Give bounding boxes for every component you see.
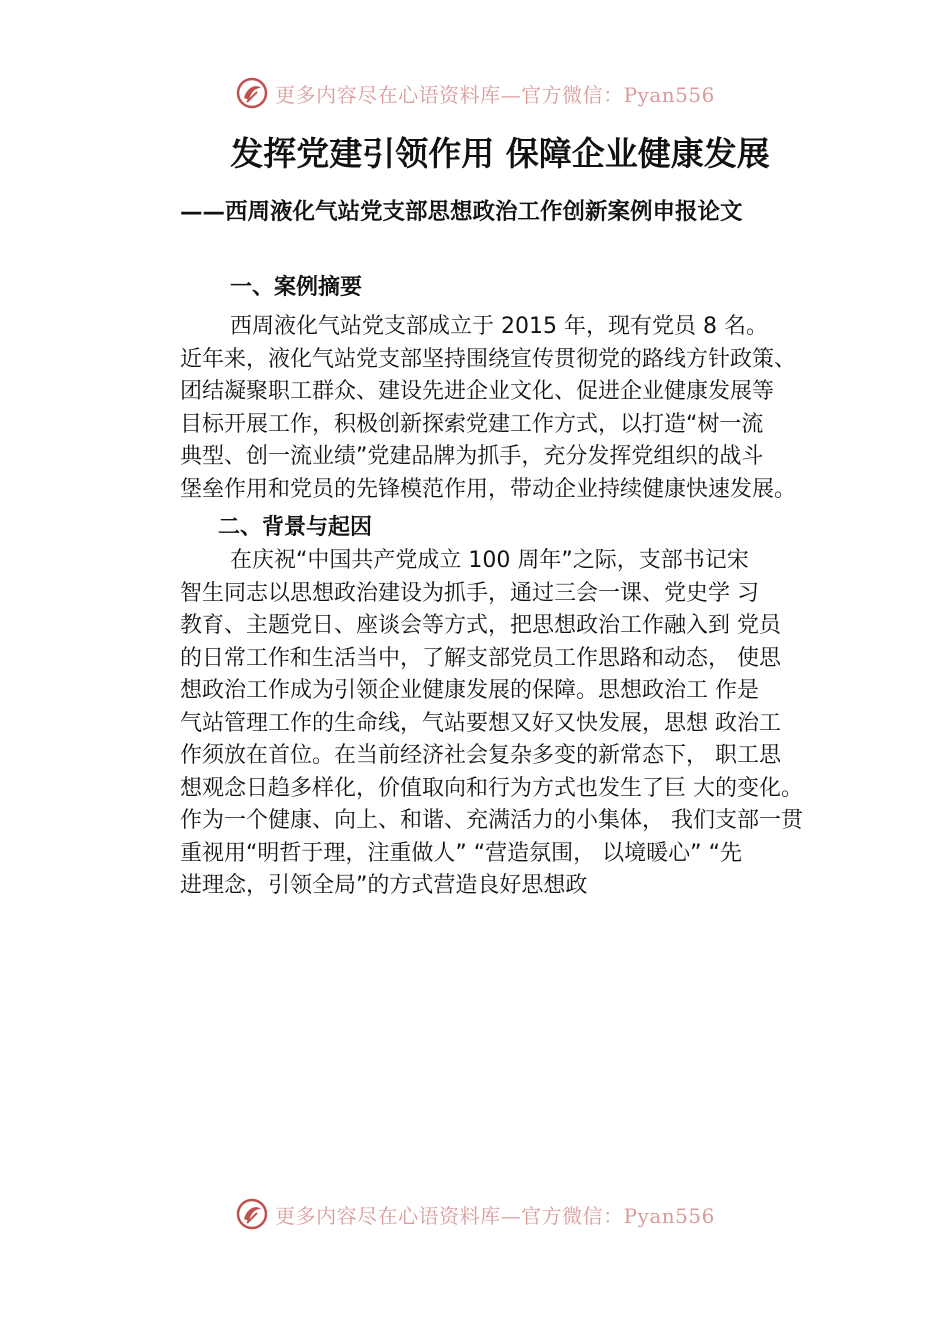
paragraph-line: 在庆祝“中国共产党成立 100 周年”之际，支部书记宋 [230, 548, 749, 573]
section-heading-summary: 一、案例摘要 [230, 275, 363, 300]
paragraph-line: 想政治工作成为引领企业健康发展的保障。思想政治工 作是 [180, 678, 759, 703]
watermark-text: 更多内容尽在心语资料库—官方微信：Pyan556 [275, 1203, 715, 1228]
paragraph-line: 目标开展工作，积极创新探索党建工作方式，以打造“树一流 [180, 411, 764, 437]
watermark-logo-icon [235, 76, 269, 110]
paragraph-line: 气站管理工作的生命线，气站要想又好又快发展，思想 政治工 [180, 710, 781, 736]
watermark-header [0, 73, 950, 113]
paragraph-line: 西周液化气站党支部成立于 2015 年，现有党员 8 名。 [230, 314, 768, 339]
watermark-logo-icon [235, 1197, 269, 1231]
section-heading-background: 二、背景与起因 [218, 515, 373, 540]
document-subtitle: ——西周液化气站党支部思想政治工作创新案例申报论文 [180, 199, 743, 225]
paragraph-line: 智生同志以思想政治建设为抓手，通过三会一课、党史学 习 [180, 580, 759, 606]
watermark-footer [0, 1194, 950, 1234]
paragraph-line: 的日常工作和生活当中，了解支部党员工作思路和动态， 使思 [180, 645, 781, 671]
paragraph-line: 典型、创一流业绩”党建品牌为抓手，充分发挥党组织的战斗 [180, 444, 764, 469]
document-title: 发挥党建引领作用 保障企业健康发展 [230, 134, 770, 173]
paragraph-line: 近年来，液化气站党支部坚持围绕宣传贯彻党的路线方针政策、 [180, 346, 797, 372]
paragraph-line: 教育、主题党日、座谈会等方式，把思想政治工作融入到 党员 [180, 613, 781, 638]
paragraph-line: 重视用“明哲于理，注重做人” “营造氛围， 以境暖心” “先 [180, 840, 742, 866]
section-body-summary [180, 311, 796, 506]
paragraph-line: 堡垒作用和党员的先锋模范作用，带动企业持续健康快速发展。 [180, 476, 797, 502]
paragraph-line: 作须放在首位。在当前经济社会复杂多变的新常态下， 职工思 [180, 743, 781, 768]
paragraph-line: 想观念日趋多样化，价值取向和行为方式也发生了巨 大的变化。 [180, 775, 803, 801]
watermark-text: 更多内容尽在心语资料库—官方微信：Pyan556 [275, 82, 715, 107]
paragraph-line: 作为一个健康、向上、和谐、充满活力的小集体， 我们支部一贯 [180, 808, 803, 833]
section-body-background [180, 545, 803, 903]
paragraph-line: 进理念，引领全局”的方式营造良好思想政 [180, 873, 588, 898]
paragraph-line: 团结凝聚职工群众、建设先进企业文化、促进企业健康发展等 [180, 379, 775, 404]
